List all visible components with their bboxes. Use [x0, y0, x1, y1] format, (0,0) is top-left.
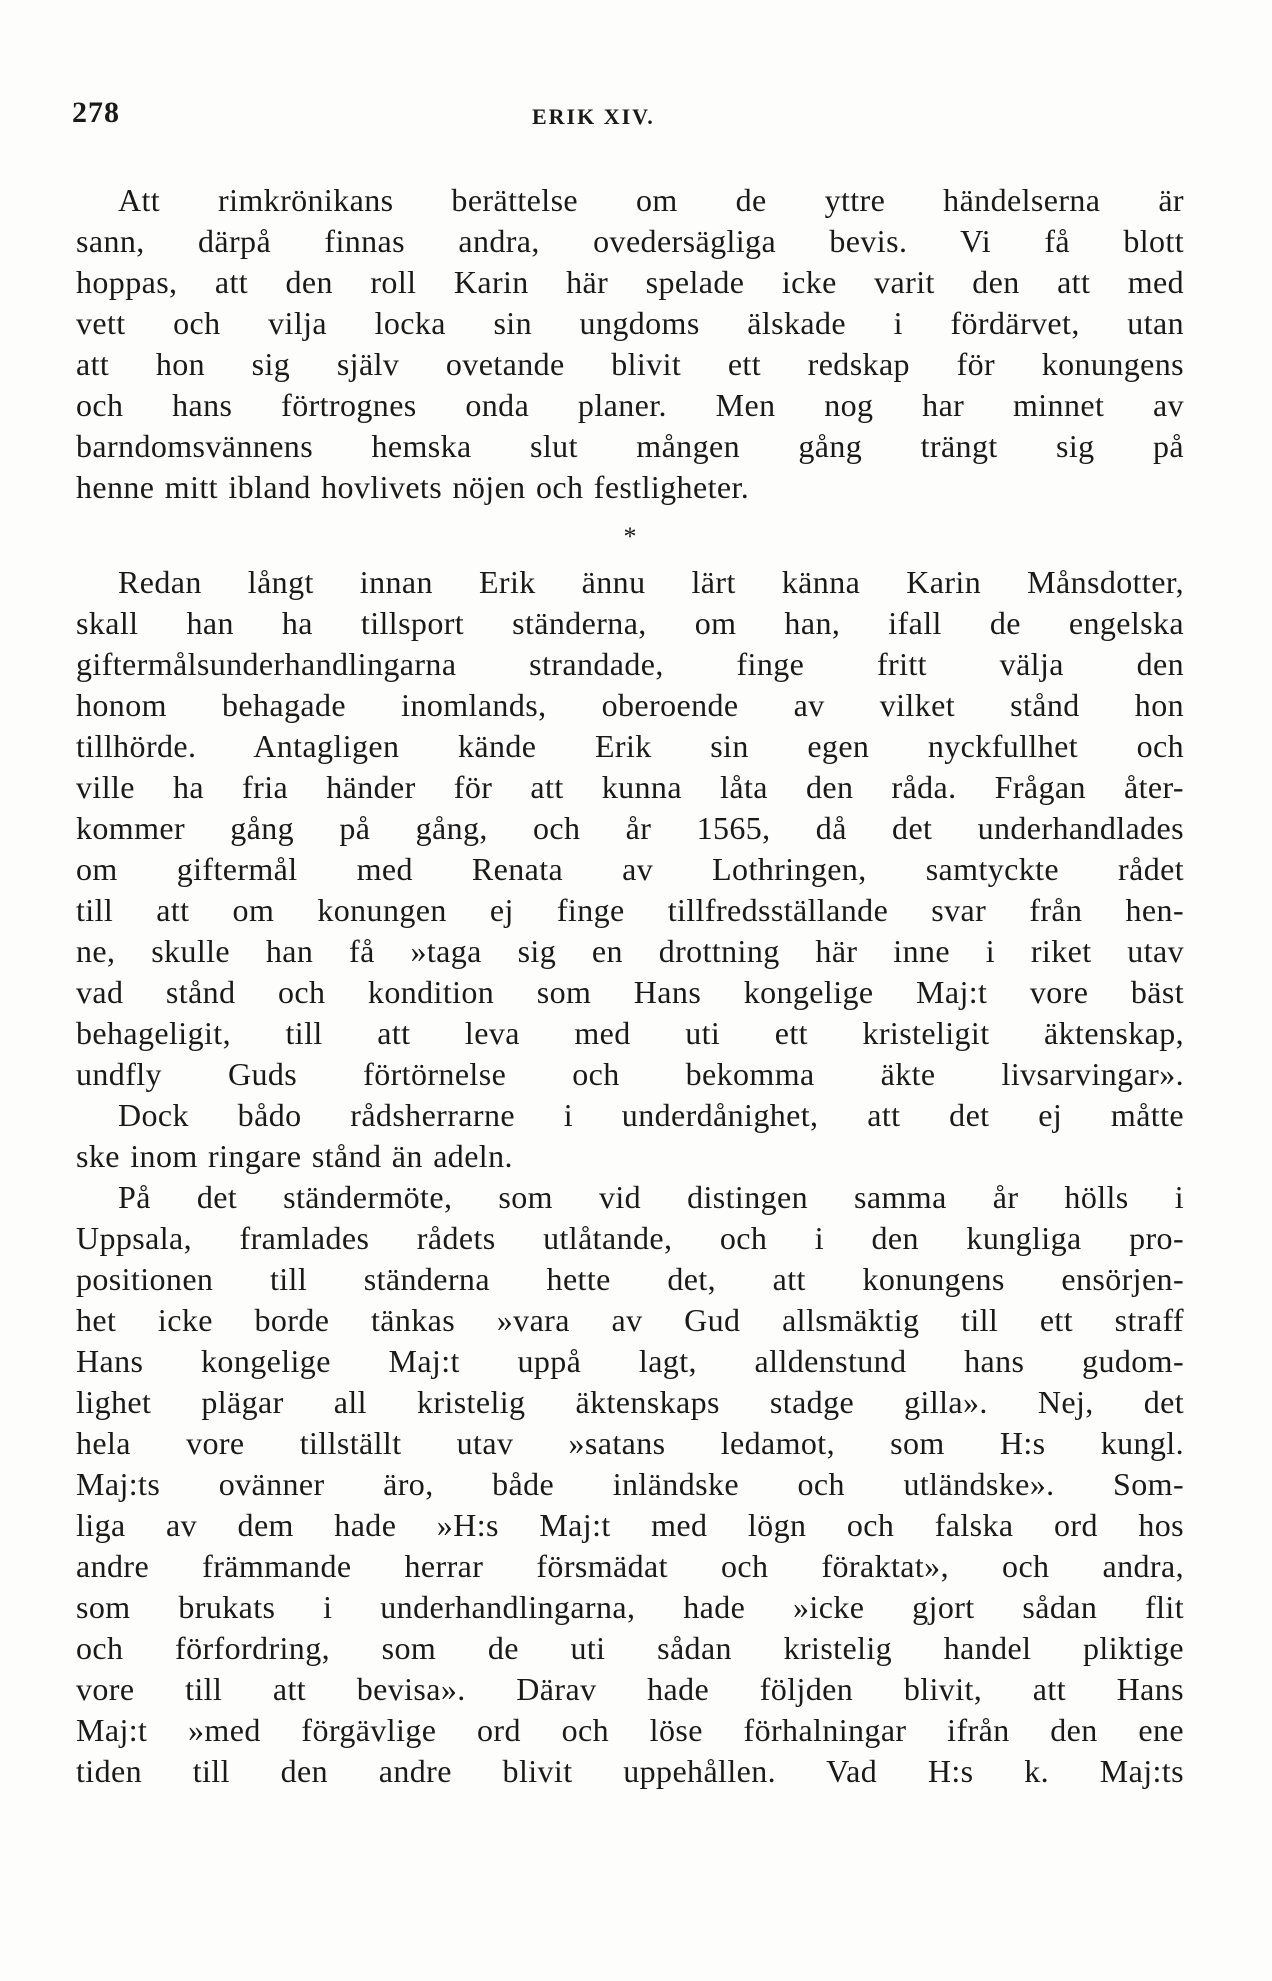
text-line: och förfordring, som de uti sådan kristelig handel pliktige [76, 1630, 1184, 1666]
text-line: som brukats i underhandlingarna, hade »icke gjort sådan flit [76, 1589, 1184, 1625]
text-line: ville ha fria händer för att kunna låta den råda. Frågan åter- [76, 769, 1184, 805]
text-line: till att om konungen ej finge tillfredsställande svar från hen- [76, 892, 1184, 928]
text-line: het icke borde tänkas »vara av Gud allsmäktig till ett straff [76, 1302, 1184, 1338]
text-line: liga av dem hade »H:s Maj:t med lögn och falska ord hos [76, 1507, 1184, 1543]
text-line: undfly Guds förtörnelse och bekomma äkte livsarvingar». [76, 1056, 1184, 1092]
body-text [76, 180, 1184, 1792]
text-line: tillhörde. Antagligen kände Erik sin egen nyckfullhet och [76, 728, 1184, 764]
text-line: andre främmande herrar försmädat och föraktat», och andra, [76, 1548, 1184, 1584]
text-line: om giftermål med Renata av Lothringen, samtyckte rådet [76, 851, 1184, 887]
text-line: vett och vilja locka sin ungdoms älskade i fördärvet, utan [76, 305, 1184, 341]
running-head [72, 96, 1182, 136]
text-line: På det ständermöte, som vid distingen samma år hölls i [118, 1179, 1184, 1215]
text-line: Maj:t »med förgävlige ord och löse förhalningar ifrån den ene [76, 1712, 1184, 1748]
text-line: barndomsvännens hemska slut mången gång trängt sig på [76, 428, 1184, 464]
text-line: Dock bådo rådsherrarne i underdånighet, att det ej måtte [118, 1097, 1184, 1133]
text-line: och hans förtrognes onda planer. Men nog har minnet av [76, 387, 1184, 423]
text-line: giftermålsunderhandlingarna strandade, finge fritt välja den [76, 646, 1184, 682]
text-line: Att rimkrönikans berättelse om de yttre händelserna är [118, 182, 1184, 218]
text-line: lighet plägar all kristelig äktenskaps stadge gilla». Nej, det [76, 1384, 1184, 1420]
text-line: vore till att bevisa». Därav hade följden blivit, att Hans [76, 1671, 1184, 1707]
running-title: ERIK XIV. [532, 104, 655, 129]
text-line: skall han ha tillsport ständerna, om han, ifall de engelska [76, 605, 1184, 641]
text-line: honom behagade inomlands, oberoende av vilket stånd hon [76, 687, 1184, 723]
text-line: ne, skulle han få »taga sig en drottning här inne i riket utav [76, 933, 1184, 969]
text-line: henne mitt ibland hovlivets nöjen och festligheter. [76, 469, 750, 505]
text-line: sann, därpå finnas andra, ovedersägliga bevis. Vi få blott [76, 223, 1184, 259]
text-line: kommer gång på gång, och år 1565, då det underhandlades [76, 810, 1184, 846]
text-line: Hans kongelige Maj:t uppå lagt, alldenstund hans gudom- [76, 1343, 1184, 1379]
text-line: Uppsala, framlades rådets utlåtande, och i den kungliga pro- [76, 1220, 1184, 1256]
text-line: vad stånd och kondition som Hans kongelige Maj:t vore bäst [76, 974, 1184, 1010]
text-line: hela vore tillställt utav »satans ledamot, som H:s kungl. [76, 1425, 1184, 1461]
text-line: Redan långt innan Erik ännu lärt känna Karin Månsdotter, [118, 564, 1184, 600]
text-line: hoppas, att den roll Karin här spelade icke varit den att med [76, 264, 1184, 300]
section-separator: * [623, 522, 637, 551]
text-line: tiden till den andre blivit uppehållen. Vad H:s k. Maj:ts [76, 1753, 1184, 1789]
text-line: behageligit, till att leva med uti ett kristeligit äktenskap, [76, 1015, 1184, 1051]
page-number: 278 [72, 96, 120, 129]
text-line: att hon sig själv ovetande blivit ett redskap för konungens [76, 346, 1184, 382]
text-line: ske inom ringare stånd än adeln. [76, 1138, 513, 1174]
text-line: Maj:ts ovänner äro, både inländske och utländske». Som- [76, 1466, 1184, 1502]
text-line: positionen till ständerna hette det, att konungens ensörjen- [76, 1261, 1184, 1297]
